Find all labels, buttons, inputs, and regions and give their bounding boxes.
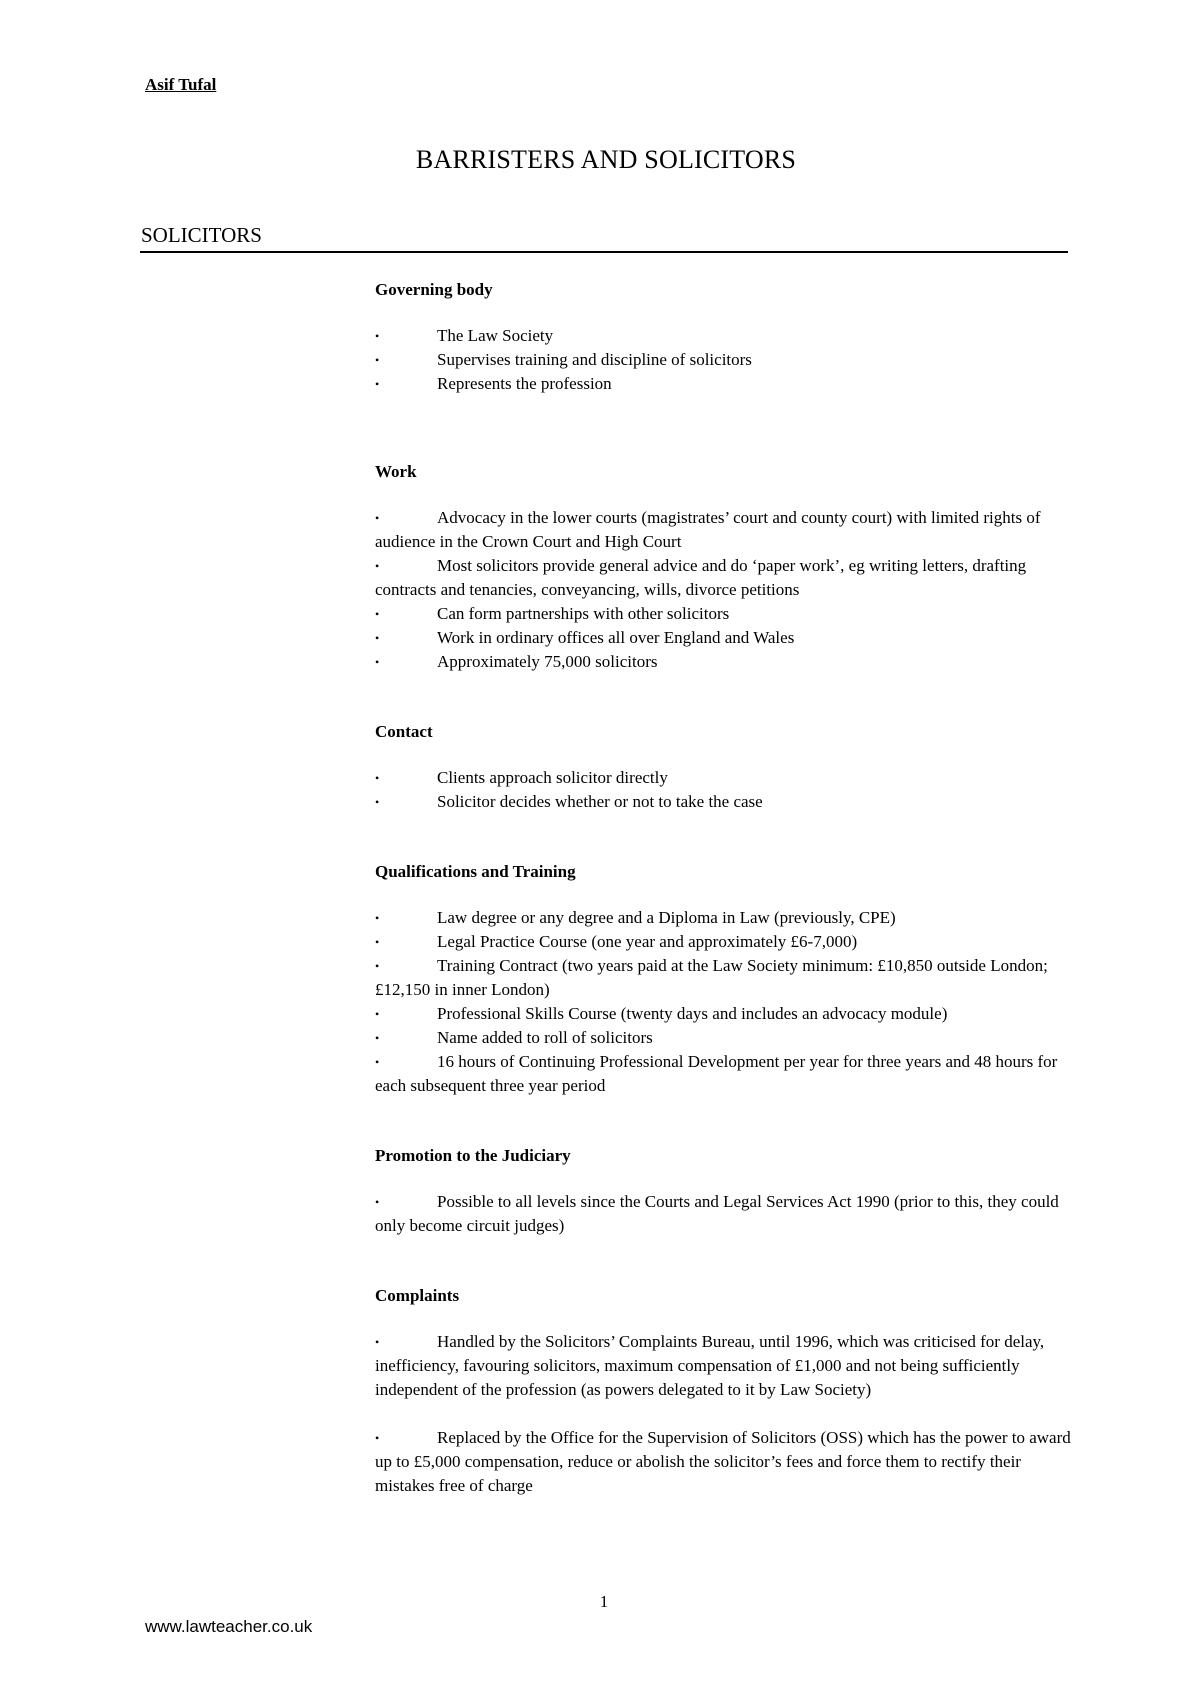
footer-url: www.lawteacher.co.uk bbox=[145, 1617, 313, 1636]
author-name: Asif Tufal bbox=[145, 75, 217, 94]
section-governing-body bbox=[375, 278, 1075, 396]
list-item: • Training Contract (two years paid at the Law Society minimum: £10,850 outside London; £12,150 in inner London) bbox=[375, 956, 1048, 999]
bullet-icon: • bbox=[375, 1431, 380, 1445]
section-promotion-to-the-judiciary bbox=[375, 1144, 1075, 1238]
bullet-icon: • bbox=[375, 1195, 380, 1209]
bullet-icon: • bbox=[375, 353, 380, 367]
list-item: • Approximately 75,000 solicitors bbox=[375, 650, 1075, 674]
bullet-icon: • bbox=[375, 329, 380, 343]
bullet-icon: • bbox=[375, 559, 380, 573]
bullet-icon: • bbox=[375, 1007, 380, 1021]
list-item: • Name added to roll of solicitors bbox=[375, 1026, 1075, 1050]
bullet-icon: • bbox=[375, 911, 380, 925]
section-heading: SOLICITORS bbox=[141, 223, 262, 247]
list-item: • Supervises training and discipline of solicitors bbox=[375, 348, 1075, 372]
list-item: • Advocacy in the lower courts (magistrates’ court and county court) with limited rights of audience in the Crown Court and High Court bbox=[375, 508, 1041, 551]
bullet-icon: • bbox=[375, 607, 380, 621]
section-contact bbox=[375, 720, 1075, 814]
section-work bbox=[375, 460, 1075, 674]
list-item: • Clients approach solicitor directly bbox=[375, 766, 1075, 790]
list-item: • Professional Skills Course (twenty days and includes an advocacy module) bbox=[375, 1002, 1075, 1026]
list-item: • The Law Society bbox=[375, 324, 1075, 348]
list-item: • Work in ordinary offices all over England and Wales bbox=[375, 626, 1075, 650]
bullet-icon: • bbox=[375, 631, 380, 645]
list-item: • Handled by the Solicitors’ Complaints Bureau, until 1996, which was criticised for delay, inefficiency, favouring solicitors, maximum compensation of £1,000 and not being sufficiently independent of the profession (as powers delegated to it by Law Society) bbox=[375, 1332, 1045, 1399]
section-title: Contact bbox=[375, 722, 433, 741]
list-item: • Represents the profession bbox=[375, 372, 1075, 396]
section-title: Promotion to the Judiciary bbox=[375, 1146, 571, 1165]
section-title: Complaints bbox=[375, 1286, 460, 1305]
bullet-icon: • bbox=[375, 655, 380, 669]
bullet-icon: • bbox=[375, 795, 380, 809]
section-complaints bbox=[375, 1284, 1075, 1498]
list-item: • 16 hours of Continuing Professional Development per year for three years and 48 hours for each subsequent three year period bbox=[375, 1052, 1058, 1095]
bullet-icon: • bbox=[375, 377, 380, 391]
list-item: • Legal Practice Course (one year and approximately £6-7,000) bbox=[375, 930, 1075, 954]
list-item: • Replaced by the Office for the Supervision of Solicitors (OSS) which has the power to award up to £5,000 compensation, reduce or abolish the solicitor’s fees and force them to rectify their mistakes free of charge bbox=[375, 1428, 1071, 1495]
bullet-icon: • bbox=[375, 1335, 380, 1349]
bullet-icon: • bbox=[375, 1031, 380, 1045]
bullet-icon: • bbox=[375, 959, 380, 973]
section-qualifications-and-training bbox=[375, 860, 1075, 1098]
bullet-icon: • bbox=[375, 1055, 380, 1069]
list-item: • Most solicitors provide general advice and do ‘paper work’, eg writing letters, drafting contracts and tenancies, conveyancing, wills, divorce petitions bbox=[375, 556, 1027, 599]
section-title: Work bbox=[375, 462, 417, 481]
document-title: BARRISTERS AND SOLICITORS bbox=[415, 145, 797, 174]
bullet-icon: • bbox=[375, 511, 380, 525]
list-item: • Solicitor decides whether or not to take the case bbox=[375, 790, 1075, 814]
section-title: Qualifications and Training bbox=[375, 862, 576, 881]
list-item: • Can form partnerships with other solicitors bbox=[375, 602, 1075, 626]
section-rule bbox=[140, 251, 1068, 253]
list-item: • Law degree or any degree and a Diploma in Law (previously, CPE) bbox=[375, 906, 1075, 930]
section-title: Governing body bbox=[375, 280, 493, 299]
document-body bbox=[375, 278, 1075, 1498]
page-number: 1 bbox=[599, 1592, 609, 1611]
list-item: • Possible to all levels since the Courts and Legal Services Act 1990 (prior to this, they could only become circuit judges) bbox=[375, 1192, 1059, 1235]
bullet-icon: • bbox=[375, 771, 380, 785]
bullet-icon: • bbox=[375, 935, 380, 949]
